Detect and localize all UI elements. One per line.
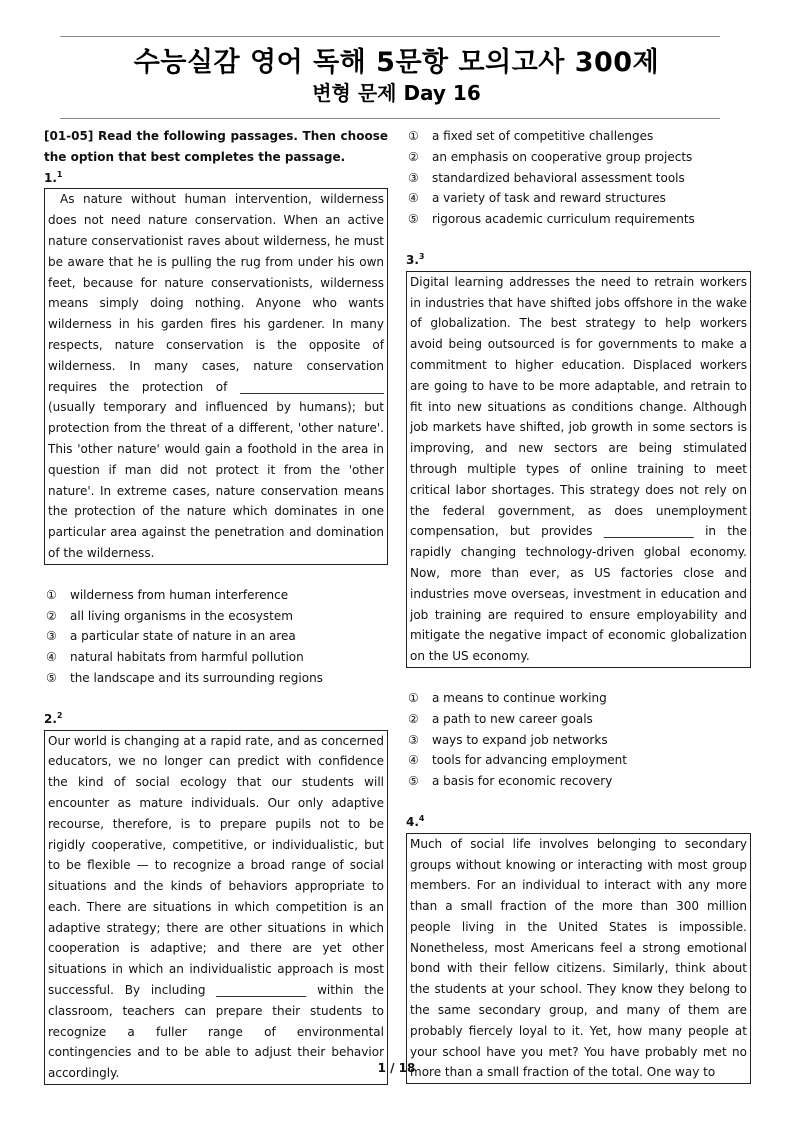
option[interactable] (406, 750, 751, 771)
option[interactable] (406, 147, 751, 168)
option-text: the landscape and its surrounding regions (70, 670, 323, 685)
option-text: a basis for economic recovery (432, 774, 613, 789)
option-text: a fixed set of competitive challenges (432, 129, 654, 143)
option-marker: ① (46, 587, 57, 602)
question-4-number: 4.$^4$ (406, 813, 425, 829)
option[interactable] (406, 730, 751, 751)
left-column (44, 126, 388, 1085)
option-marker: ⑤ (408, 212, 419, 227)
option-marker: ① (408, 129, 419, 143)
option[interactable] (406, 771, 751, 792)
option[interactable] (406, 209, 751, 230)
option-text: wilderness from human interference (70, 587, 289, 602)
option-marker: ④ (408, 753, 419, 768)
option[interactable] (44, 585, 388, 606)
page-title: 수능실감 영어 독해 5문항 모의고사 300제 (133, 47, 660, 78)
option-text: rigorous academic curriculum requirements (432, 212, 695, 227)
option-marker: ③ (408, 732, 419, 747)
option[interactable] (406, 168, 751, 189)
option-marker: ③ (408, 170, 419, 185)
question-1-number: 1.$^1$ (44, 169, 63, 185)
option-text: all living organisms in the ecosystem (70, 608, 293, 623)
option[interactable] (406, 709, 751, 730)
option-marker: ③ (46, 629, 57, 644)
question-1-options (44, 585, 388, 689)
question-1-passage: As nature without human intervention, wilderness does not need nature conservation. When an active nature conservationist raves about wilderness, he must be aware that he is pulling the rug from under his own feet, because for nature conservationists, wilderness means simply doing nothing. Anyone who wants wilderness in his garden fires his gardener. In many respects, nature conservation is the opposite of wilderness. In many cases, nature conservation requires the protection of ________________________ (usually temporary and influenced by humans); but protection from the threat of a different, 'other nature'. This 'other nature' would gain a foothold in the area in question if man did not protect it from the 'other nature'. In extreme cases, nature conservation means the protection of the nature which dominates in one particular area against the penetration and domination of the wilderness. (44, 188, 388, 564)
header-top-rule (60, 36, 720, 37)
page-number: 1 / 18 (377, 1061, 416, 1075)
option-text: a means to continue working (432, 690, 607, 705)
question-3-options (406, 688, 751, 792)
option-marker: ④ (408, 191, 419, 206)
page-subtitle: 변형 문제 Day 16 (312, 81, 481, 105)
option-text: a variety of task and reward structures (432, 191, 666, 206)
option-marker: ① (408, 690, 419, 705)
option-marker: ② (46, 608, 57, 623)
option-marker: ⑤ (46, 670, 57, 685)
question-2-number: 2.$^2$ (44, 710, 63, 726)
question-3-number: 3.$^3$ (406, 251, 425, 267)
right-column (406, 126, 751, 1084)
option-marker: ⑤ (408, 774, 419, 789)
option-marker: ② (408, 149, 419, 164)
option[interactable] (44, 606, 388, 627)
option-text: a path to new career goals (432, 711, 593, 726)
option[interactable] (44, 668, 388, 689)
option-text: natural habitats from harmful pollution (70, 650, 304, 665)
question-2-options (406, 126, 751, 230)
option-text: standardized behavioral assessment tools (432, 170, 685, 185)
option[interactable] (406, 188, 751, 209)
option[interactable] (406, 126, 751, 147)
question-4-passage: Much of social life involves belonging to secondary groups without knowing or interacting with most group members. For an individual to interact with any more than a small fraction of the more than 300 million people living in the United States is impossible. Nonetheless, most Americans feel a strong emotional bond with their fellow citizens. Similarly, think about the students at your school. They know they belong to the same secondary group, and many of them are probably fiercely loyal to it. Yet, how many people at your school have you met? You have probably met no more than a small fraction of the total. One way to (406, 833, 751, 1085)
instructions: [01-05] Read the following passages. Then choose the option that best completes the passage. (44, 129, 388, 164)
question-2-passage: Our world is changing at a rapid rate, and as concerned educators, we no longer can predict with confidence the kind of social ecology that our students will encounter as mature individuals. Our only adaptive recourse, therefore, is to prepare pupils not to be rigidly cooperative, competitive, or individualistic, but to be flexible — to recognize a broad range of social situations and the kinds of behaviors appropriate to each. There are situations in which competition is an adaptive strategy; there are other situations in which cooperation is adaptive; and there are yet other situations in which an individualistic approach is most successful. By including _______________ within the classroom, teachers can prepare their students to recognize a fuller range of environmental contingencies and to be able to adjust their behavior accordingly. (44, 730, 388, 1086)
option-text: a particular state of nature in an area (70, 629, 296, 644)
option-text: ways to expand job networks (432, 732, 608, 747)
option-text: tools for advancing employment (432, 753, 627, 768)
option[interactable] (44, 647, 388, 668)
option-text: an emphasis on cooperative group projects (432, 149, 693, 164)
header-bottom-rule (60, 118, 720, 119)
option[interactable] (406, 688, 751, 709)
option-marker: ④ (46, 650, 57, 665)
option[interactable] (44, 626, 388, 647)
question-3-passage: Digital learning addresses the need to retrain workers in industries that have shifted jobs offshore in the wake of globalization. The best strategy to help workers avoid being outsourced is for governments to make a commitment to higher education. Displaced workers are going to have to be more adaptable, and retrain to fit into new situations as conditions change. Although job markets have shifted, job growth in some sectors is improving, and new sectors are being stimulated through multiple types of online training to meet critical labor shortages. This strategy does not rely on the federal government, as does unemployment compensation, but provides _______________ in the rapidly changing technology-driven global economy. Now, more than ever, as US factories close and industries move overseas, investment in education and job training are required to ensure employability and mitigate the negative impact of economic globalization on the US economy. (406, 271, 751, 668)
option-marker: ② (408, 711, 419, 726)
